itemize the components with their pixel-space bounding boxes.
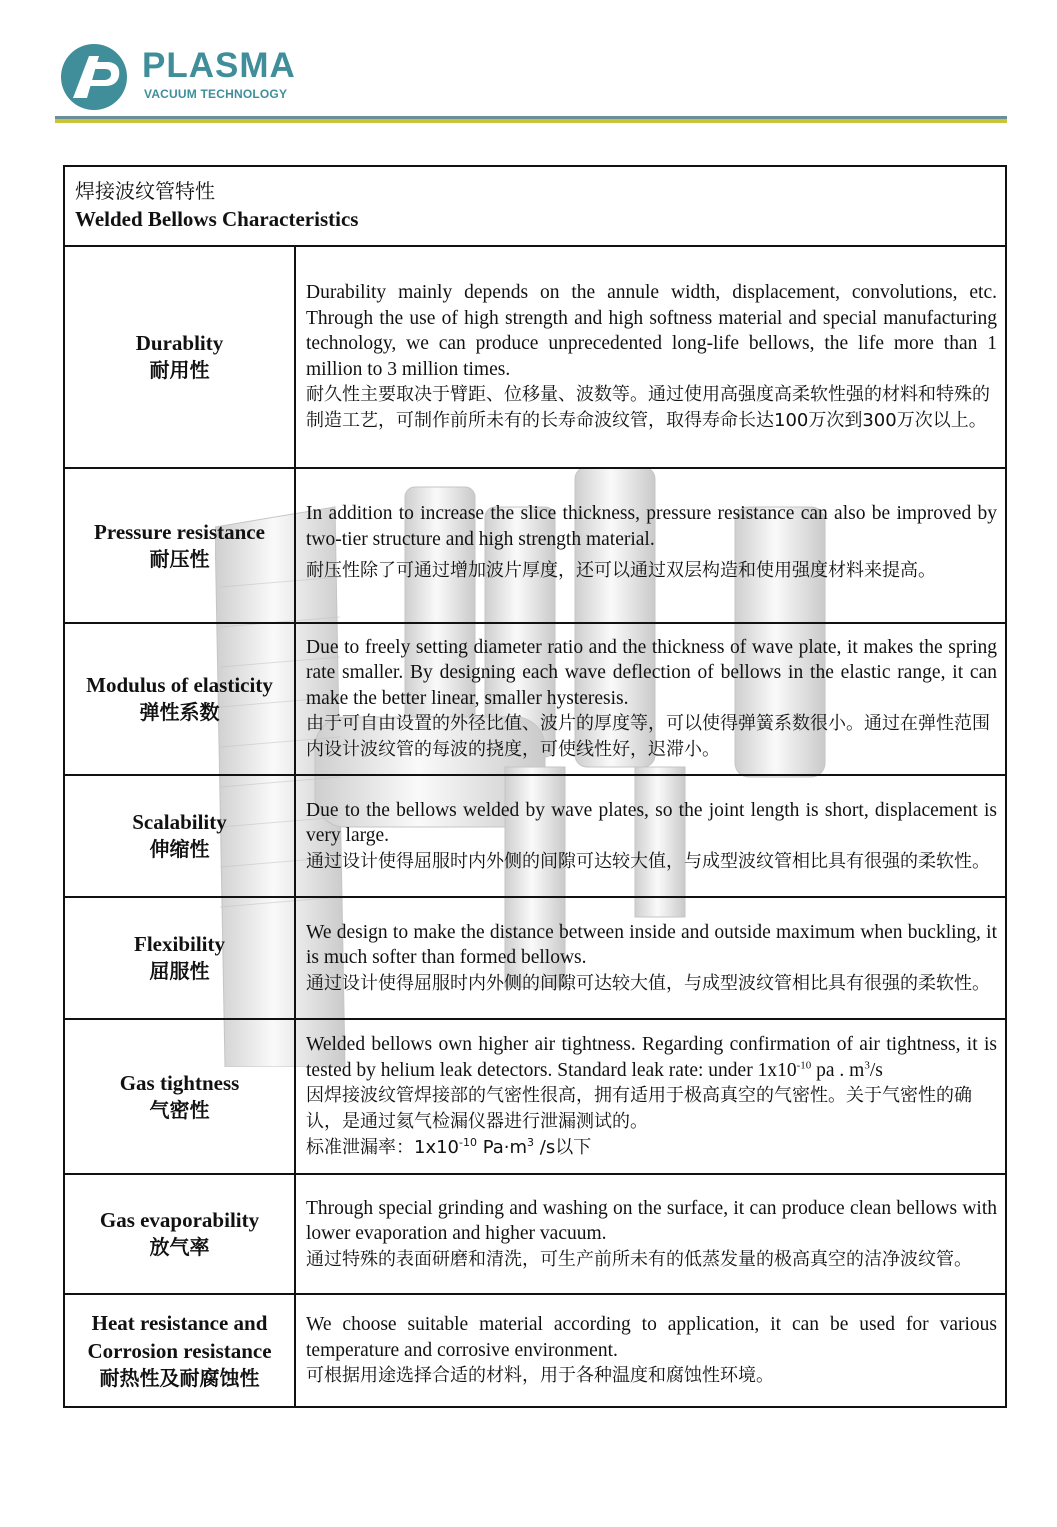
row-description-chinese: 由于可自由设置的外径比值、波片的厚度等，可以使得弹簧系数很小。通过在弹性范围内设计波纹管的每波的挠度，可使线性好，迟滞小。 xyxy=(306,713,990,761)
row-label-english: Flexibility xyxy=(134,932,225,956)
table-row xyxy=(65,469,1005,624)
row-description-english: In addition to increase the slice thickness, pressure resistance can also be improved by two-tier structure and high strength material. xyxy=(306,503,997,550)
header xyxy=(55,38,1007,124)
row-label-english: Pressure resistance xyxy=(94,519,265,544)
row-description-chinese: 耐久性主要取决于臂距、位移量、波数等。通过使用高强度高柔软性强的材料和特殊的制造工艺，可制作前所未有的长寿命波纹管，取得寿命长达100万次到300万次以上。 xyxy=(306,384,990,431)
row-description-english: Durability mainly depends on the annule width, displacement, convolutions, etc. Through the use of high strength and high softness material and special manufacturing technology, we can produce unprecedented long-life bellows, the life more than 1 million to 3 million times. xyxy=(306,282,997,380)
row-label-cell xyxy=(65,1295,296,1406)
row-label-english: Gas tightness xyxy=(119,1070,240,1095)
table-row xyxy=(65,1295,1005,1406)
row-description-english: We design to make the distance between inside and outside maximum when buckling, it is much softer than formed bellows. xyxy=(306,921,997,968)
row-label-english: Gas evaporability xyxy=(99,1208,260,1232)
row-description-cell xyxy=(296,469,1005,622)
row-description-chinese-leak-rate xyxy=(306,1135,997,1161)
row-label-cell xyxy=(65,624,296,774)
row-description-cell xyxy=(296,898,1005,1018)
row-label-cell xyxy=(65,247,296,467)
row-description-english: We choose suitable material according to application, it can be used for various temperature and corrosive environment. xyxy=(306,1314,997,1361)
row-label-english: Modulus of elasticity xyxy=(86,673,273,697)
row-description-cell xyxy=(296,1020,1005,1173)
characteristics-table xyxy=(63,165,1007,1408)
row-description-english: Through special grinding and washing on the surface, it can produce clean bellows with lower evaporation and higher vacuum. xyxy=(306,1197,997,1244)
row-label-cell xyxy=(65,469,296,622)
row-label-english: Scalability xyxy=(132,810,227,834)
row-label-cell xyxy=(65,776,296,896)
row-description-english: Due to the bellows welded by wave plates, so the joint length is short, displacement is very large. xyxy=(306,799,997,846)
row-label-chinese: 耐用性 xyxy=(149,358,210,382)
row-label-chinese: 屈服性 xyxy=(149,959,210,983)
row-description-chinese: 可根据用途选择合适的材料，用于各种温度和腐蚀性环境。 xyxy=(306,1365,774,1386)
table-row xyxy=(65,776,1005,898)
row-label-english: Heat resistance and Corrosion resistance xyxy=(87,1311,272,1363)
row-label-chinese: 伸缩性 xyxy=(149,837,210,861)
leak-rate-cn-unit-exponent: 3 xyxy=(527,1136,535,1149)
row-description-chinese: 耐压性除了可通过增加波片厚度，还可以通过双层构造和使用强度材料来提高。 xyxy=(306,560,936,581)
row-description-cell xyxy=(296,1295,1005,1406)
row-description-cell xyxy=(296,247,1005,467)
table-row xyxy=(65,1175,1005,1295)
row-description-english xyxy=(306,1032,997,1083)
leak-rate-cn-unit: Pa·m xyxy=(476,1137,528,1158)
table-title-english: Welded Bellows Characteristics xyxy=(75,207,359,231)
brand-subtitle: VACUUM TECHNOLOGY xyxy=(144,87,288,101)
leak-rate-unit-end: /s xyxy=(869,1059,883,1081)
table-title-cell xyxy=(65,167,1005,247)
leak-rate-text: Welded bellows own higher air tightness. Regarding confirmation of air tightness, it is tested by helium leak detectors. Standard leak rate: under 1x10 xyxy=(306,1034,997,1081)
row-description-cell xyxy=(296,624,1005,774)
leak-rate-cn-text: 标准泄漏率：1x10 xyxy=(306,1137,460,1158)
row-description-cell xyxy=(296,776,1005,896)
leak-rate-cn-exponent: -10 xyxy=(459,1136,477,1149)
header-rule-accent xyxy=(55,119,1007,123)
plasma-logo-icon xyxy=(59,42,129,112)
leak-rate-exponent: -10 xyxy=(796,1059,812,1071)
row-label-cell xyxy=(65,1020,296,1173)
table-row xyxy=(65,624,1005,776)
row-description-cell xyxy=(296,1175,1005,1293)
row-description-chinese: 通过设计使得屈服时内外侧的间隙可达较大值，与成型波纹管相比具有很强的柔软性。 xyxy=(306,972,990,994)
table-row xyxy=(65,898,1005,1020)
row-description-english: Due to freely setting diameter ratio and the thickness of wave plate, it makes the spring rate smaller. By designing each wave deflection of bellows in the elastic range, it can make the better linear, smaller hysteresis. xyxy=(306,636,997,709)
row-label-cell xyxy=(65,898,296,1018)
row-description-chinese: 通过设计使得屈服时内外侧的间隙可达较大值，与成型波纹管相比具有很强的柔软性。 xyxy=(306,850,990,872)
leak-rate-unit: pa . m xyxy=(811,1059,865,1081)
table-row xyxy=(65,1020,1005,1175)
row-description-chinese: 通过特殊的表面研磨和清洗，可生产前所未有的低蒸发量的极高真空的洁净波纹管。 xyxy=(306,1248,972,1270)
row-label-chinese: 耐压性 xyxy=(149,546,210,571)
table-row xyxy=(65,247,1005,469)
brand-name: PLASMA xyxy=(142,46,296,85)
leak-rate-cn-end: /s以下 xyxy=(534,1137,592,1158)
row-label-chinese: 气密性 xyxy=(149,1097,210,1122)
row-label-english: Durablity xyxy=(135,331,224,355)
row-label-cell xyxy=(65,1175,296,1293)
row-label-chinese: 耐热性及耐腐蚀性 xyxy=(99,1366,260,1390)
leak-rate-unit-exponent: 3 xyxy=(864,1059,870,1071)
row-label-chinese: 放气率 xyxy=(149,1235,210,1259)
row-label-chinese: 弹性系数 xyxy=(139,700,220,724)
row-description-chinese: 因焊接波纹管焊接部的气密性很高，拥有适用于极高真空的气密性。关于气密性的确认，是通过氦气检漏仪器进行泄漏测试的。 xyxy=(306,1085,972,1132)
table-title-chinese: 焊接波纹管特性 xyxy=(75,179,215,203)
